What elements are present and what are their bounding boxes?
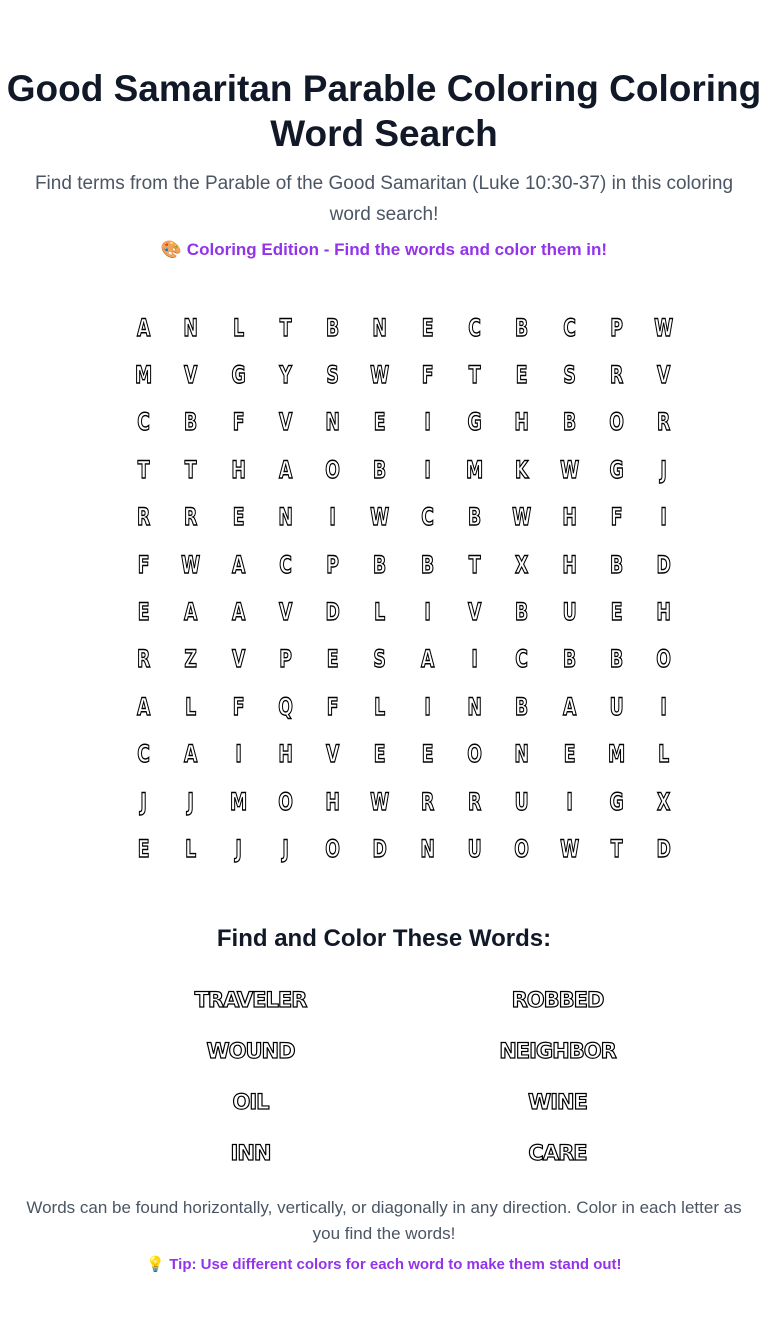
grid-cell[interactable]: L	[185, 692, 197, 721]
grid-cell[interactable]: B	[468, 503, 482, 532]
grid-cell[interactable]: E	[374, 408, 387, 437]
word-list-item: OIL	[232, 1090, 269, 1115]
grid-cell[interactable]: S	[563, 361, 576, 390]
grid-cell[interactable]: R	[420, 787, 435, 816]
grid-cell[interactable]: W	[370, 787, 390, 816]
grid-cell[interactable]: I	[471, 645, 478, 674]
word-list-item: ROBBED	[511, 988, 604, 1013]
grid-cell[interactable]: G	[609, 787, 624, 816]
tip: 💡 Tip: Use different colors for each word to make them stand out!	[146, 1255, 622, 1273]
grid-cell[interactable]: M	[229, 787, 247, 816]
grid-cell[interactable]: D	[325, 598, 341, 627]
grid-cell[interactable]: N	[372, 313, 388, 342]
grid-cell[interactable]: H	[278, 740, 293, 769]
grid-cell[interactable]: V	[278, 598, 293, 627]
grid-cell[interactable]: T	[468, 550, 481, 579]
grid-cell[interactable]: B	[184, 408, 198, 437]
grid-cell[interactable]: I	[424, 692, 431, 721]
grid-cell[interactable]: N	[325, 408, 341, 437]
grid-cell[interactable]: E	[563, 740, 576, 769]
grid-cell[interactable]: W	[559, 834, 579, 863]
grid-cell[interactable]: W	[370, 361, 390, 390]
grid-cell[interactable]: B	[373, 550, 387, 579]
grid-cell[interactable]: B	[373, 455, 387, 484]
grid-cell[interactable]: V	[278, 408, 293, 437]
grid-cell[interactable]: J	[660, 455, 668, 484]
grid-cell[interactable]: P	[326, 550, 340, 579]
grid-cell[interactable]: E	[374, 740, 387, 769]
grid-cell[interactable]: W	[654, 313, 674, 342]
grid-cell[interactable]: A	[278, 455, 293, 484]
word-list	[97, 975, 711, 1179]
grid-cell[interactable]: B	[562, 408, 576, 437]
grid-cell[interactable]: E	[610, 598, 623, 627]
grid-cell[interactable]: B	[326, 313, 340, 342]
grid-cell[interactable]: J	[282, 834, 289, 863]
word-list-item: TRAVELER	[194, 988, 307, 1013]
grid-cell[interactable]: S	[326, 361, 340, 390]
grid-cell[interactable]: Z	[184, 645, 198, 674]
grid-cell[interactable]: O	[278, 787, 293, 816]
grid-cell[interactable]: H	[325, 787, 341, 816]
grid-cell[interactable]: J	[235, 834, 242, 863]
grid-cell[interactable]: O	[656, 645, 672, 674]
word-list-item: NEIGHBOR	[499, 1039, 616, 1064]
grid-cell[interactable]: N	[467, 692, 482, 721]
grid-cell[interactable]: T	[185, 455, 197, 484]
grid-cell[interactable]: G	[231, 361, 246, 390]
grid-cell[interactable]: V	[326, 740, 340, 769]
grid-cell[interactable]: Y	[279, 361, 292, 390]
grid-cell[interactable]: E	[421, 313, 434, 342]
grid-cell[interactable]: E	[137, 834, 150, 863]
grid-cell[interactable]: B	[610, 645, 624, 674]
grid-cell[interactable]: R	[136, 503, 151, 532]
grid-cell[interactable]: E	[137, 598, 150, 627]
grid-cell[interactable]: L	[232, 313, 244, 342]
grid-cell[interactable]: E	[516, 361, 528, 390]
grid-cell[interactable]: L	[658, 740, 670, 769]
grid-cell[interactable]: U	[467, 834, 482, 863]
grid-cell[interactable]: A	[231, 550, 245, 579]
grid-cell[interactable]: X	[657, 787, 671, 816]
grid-cell[interactable]: L	[374, 598, 386, 627]
grid-cell[interactable]: V	[231, 645, 245, 674]
grid-cell[interactable]: O	[325, 834, 341, 863]
grid-cell[interactable]: C	[137, 740, 150, 769]
grid-cell[interactable]: E	[232, 503, 245, 532]
grid-cell[interactable]: H	[562, 503, 577, 532]
grid-cell[interactable]: J	[140, 787, 147, 816]
grid-cell[interactable]: U	[562, 598, 577, 627]
grid-cell[interactable]: P	[279, 645, 292, 674]
word-list-item: CARE	[528, 1141, 587, 1166]
grid-cell[interactable]: P	[610, 313, 623, 342]
grid-cell[interactable]: D	[372, 834, 388, 863]
grid-cell[interactable]: U	[514, 787, 530, 816]
grid-cell[interactable]: I	[660, 503, 668, 532]
grid-cell[interactable]: W	[370, 503, 390, 532]
grid-cell[interactable]: D	[656, 550, 672, 579]
grid-cell[interactable]: R	[468, 787, 482, 816]
grid-cell[interactable]: I	[566, 787, 573, 816]
coloring-edition-banner: 🎨 Coloring Edition - Find the words and color them in!	[160, 240, 608, 259]
grid-cell[interactable]: O	[514, 834, 530, 863]
grid-cell[interactable]: V	[468, 598, 482, 627]
word-list-item: WINE	[528, 1090, 587, 1115]
grid-cell[interactable]: B	[515, 692, 529, 721]
grid-cell[interactable]: B	[610, 550, 624, 579]
grid-cell[interactable]: C	[279, 550, 292, 579]
grid-cell[interactable]: F	[137, 550, 150, 579]
grid-cell[interactable]: M	[135, 361, 153, 390]
grid-cell[interactable]: W	[559, 455, 579, 484]
grid-cell[interactable]: I	[424, 455, 431, 484]
grid-cell[interactable]: R	[657, 408, 671, 437]
grid-cell[interactable]: N	[514, 740, 530, 769]
grid-cell[interactable]: C	[562, 313, 576, 342]
grid-cell[interactable]: J	[187, 787, 195, 816]
grid-cell[interactable]: H	[514, 408, 530, 437]
grid-cell[interactable]: V	[657, 361, 671, 390]
grid-cell[interactable]: I	[424, 408, 431, 437]
grid-cell[interactable]: I	[329, 503, 337, 532]
grid-cell[interactable]: N	[278, 503, 293, 532]
grid-cell[interactable]: C	[421, 503, 434, 532]
grid-cell[interactable]: N	[420, 834, 435, 863]
grid-cell[interactable]: A	[136, 313, 151, 342]
subtitle: Find terms from the Parable of the Good Samaritan (Luke 10:30-37) in this coloring word search!	[34, 173, 734, 225]
grid-cell[interactable]: I	[660, 692, 668, 721]
word-search-grid	[120, 304, 688, 873]
grid-cell[interactable]: Q	[278, 692, 293, 721]
grid-cell[interactable]: A	[562, 692, 577, 721]
grid-cell[interactable]: L	[185, 834, 197, 863]
grid-cell[interactable]: G	[467, 408, 482, 437]
grid-cell[interactable]: B	[420, 550, 435, 579]
grid-cell[interactable]: X	[515, 550, 529, 579]
grid-cell[interactable]: H	[231, 455, 246, 484]
grid-cell[interactable]: A	[420, 645, 435, 674]
grid-cell[interactable]: A	[231, 598, 245, 627]
grid-cell[interactable]: C	[468, 313, 482, 342]
grid-cell[interactable]: L	[374, 692, 386, 721]
grid-cell[interactable]: A	[184, 740, 198, 769]
grid-cell[interactable]: E	[421, 740, 434, 769]
grid-cell[interactable]: F	[610, 503, 623, 532]
grid-cell[interactable]: R	[609, 361, 624, 390]
grid-cell[interactable]: F	[232, 408, 245, 437]
grid-cell[interactable]: R	[184, 503, 198, 532]
grid-cell[interactable]: A	[184, 598, 198, 627]
grid-cell[interactable]: H	[656, 598, 672, 627]
word-list-item: INN	[230, 1141, 271, 1166]
grid-cell[interactable]: F	[326, 692, 339, 721]
grid-cell[interactable]: I	[424, 598, 431, 627]
grid-cell[interactable]: W	[181, 550, 201, 579]
grid-cell[interactable]: T	[468, 361, 481, 390]
grid-cell[interactable]: U	[609, 692, 624, 721]
word-list-heading: Find and Color These Words:	[216, 924, 552, 952]
grid-cell[interactable]: I	[235, 740, 242, 769]
grid-cell[interactable]: B	[562, 645, 576, 674]
grid-cell[interactable]: B	[515, 313, 529, 342]
grid-cell[interactable]: T	[137, 455, 150, 484]
grid-cell[interactable]: O	[609, 408, 624, 437]
grid-cell[interactable]: C	[137, 408, 150, 437]
grid-cell[interactable]: V	[184, 361, 198, 390]
instructions: Words can be found horizontally, vertically, or diagonally in any direction. Color in each letter as you find the words!	[26, 1197, 742, 1243]
grid-cell[interactable]: O	[467, 740, 483, 769]
grid-cell[interactable]: H	[562, 550, 577, 579]
grid-cell[interactable]: M	[608, 740, 626, 769]
grid-cell[interactable]: F	[421, 361, 434, 390]
grid-cell[interactable]: R	[136, 645, 151, 674]
grid-cell[interactable]: N	[183, 313, 199, 342]
grid-cell[interactable]: B	[515, 598, 529, 627]
grid-cell[interactable]: C	[515, 645, 529, 674]
grid-cell[interactable]: S	[373, 645, 387, 674]
grid-cell[interactable]: K	[515, 455, 529, 484]
page-title: Good Samaritan Parable Coloring Coloring Word Search	[6, 68, 762, 154]
grid-cell[interactable]: M	[466, 455, 484, 484]
grid-cell[interactable]: T	[610, 834, 623, 863]
grid-cell[interactable]: G	[609, 455, 624, 484]
grid-cell[interactable]: T	[279, 313, 292, 342]
grid-cell[interactable]: W	[512, 503, 532, 532]
grid-cell[interactable]: F	[232, 692, 245, 721]
grid-cell[interactable]: O	[325, 455, 341, 484]
grid-cell[interactable]: A	[136, 692, 151, 721]
grid-cell[interactable]: E	[326, 645, 339, 674]
word-list-item: WOUND	[206, 1039, 295, 1064]
grid-cell[interactable]: D	[656, 834, 672, 863]
